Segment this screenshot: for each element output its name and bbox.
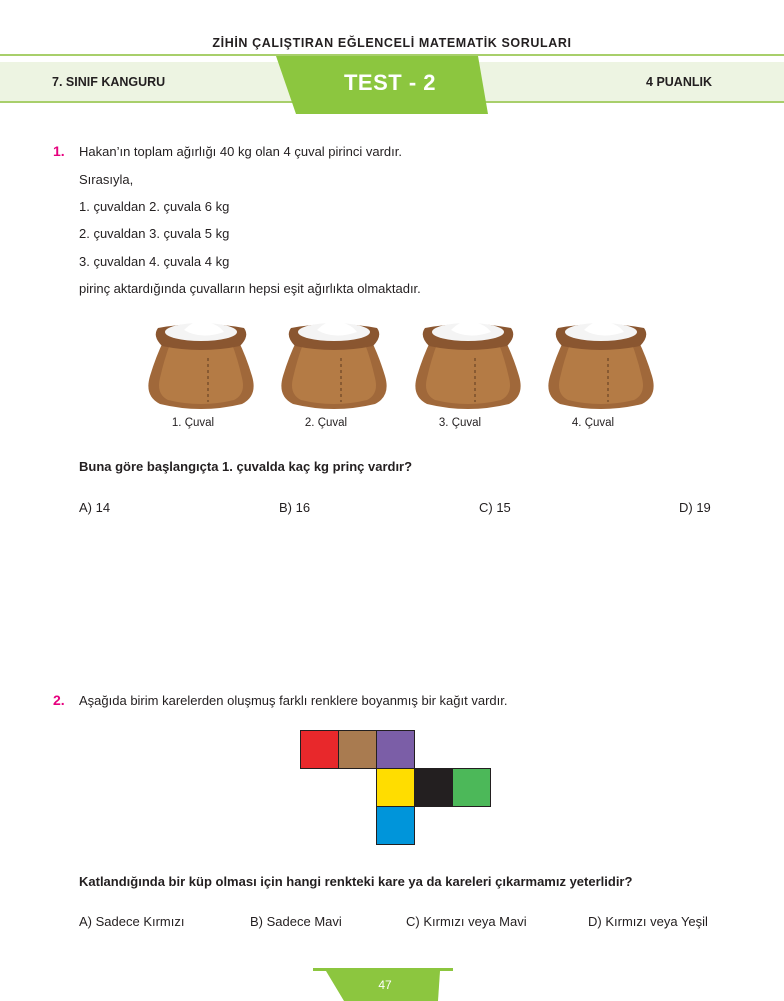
grade-label: 7. SINIF KANGURU xyxy=(52,75,166,89)
test-title: TEST - 2 xyxy=(343,70,436,95)
question-1-line: pirinç aktardığında çuvalların hepsi eşit ağırlıkta olmaktadır. xyxy=(79,281,421,296)
question-1-line: Hakan’ın toplam ağırlığı 40 kg olan 4 çuval pirinci vardır. xyxy=(79,144,403,159)
question-1-prompt: Buna göre başlangıçta 1. çuvalda kaç kg prinç vardır? xyxy=(79,459,413,474)
green-square xyxy=(452,768,491,807)
option-d[interactable]: D) Kırmızı veya Yeşil xyxy=(588,914,708,929)
question-1-line: Sırasıyla, xyxy=(79,172,134,187)
yellow-square xyxy=(376,768,415,807)
option-b[interactable]: B) 16 xyxy=(279,500,311,515)
page-number: 47 xyxy=(378,978,392,992)
sack-caption: 2. Çuval xyxy=(304,417,348,429)
book-title: ZİHİN ÇALIŞTIRAN EĞLENCELİ MATEMATİK SORULARI xyxy=(212,36,572,50)
question-1-line: 1. çuvaldan 2. çuvala 6 kg xyxy=(79,199,230,214)
question-2-intro: Aşağıda birim karelerden oluşmuş farklı renklere boyanmış bir kağıt vardır. xyxy=(79,693,508,708)
question-1-line: 2. çuvaldan 3. çuvala 5 kg xyxy=(79,226,230,241)
sack-caption: 4. Çuval xyxy=(571,417,615,429)
blue-square xyxy=(376,806,415,845)
option-c[interactable]: C) 15 xyxy=(479,500,511,515)
question-1-line: 3. çuvaldan 4. çuvala 4 kg xyxy=(79,254,230,269)
black-square xyxy=(414,768,453,807)
option-d[interactable]: D) 19 xyxy=(679,500,711,515)
rice-sack-2 xyxy=(279,316,389,412)
rice-sack-3 xyxy=(413,316,523,412)
rice-sack-1 xyxy=(146,316,256,412)
option-b[interactable]: B) Sadece Mavi xyxy=(250,914,342,929)
sack-caption: 1. Çuval xyxy=(171,417,215,429)
option-a[interactable]: A) Sadece Kırmızı xyxy=(79,914,185,929)
question-2-prompt: Katlandığında bir küp olması için hangi renkteki kare ya da kareleri çıkarmamız yeterlidir? xyxy=(79,874,633,889)
brown-square xyxy=(338,730,377,769)
purple-square xyxy=(376,730,415,769)
question-1-number: 1. xyxy=(53,143,65,159)
option-a[interactable]: A) 14 xyxy=(79,500,111,515)
rice-sack-4 xyxy=(546,316,656,412)
red-square xyxy=(300,730,339,769)
option-c[interactable]: C) Kırmızı veya Mavi xyxy=(406,914,527,929)
question-2-number: 2. xyxy=(53,692,65,708)
points-label: 4 PUANLIK xyxy=(646,75,712,89)
sack-caption: 3. Çuval xyxy=(438,417,482,429)
